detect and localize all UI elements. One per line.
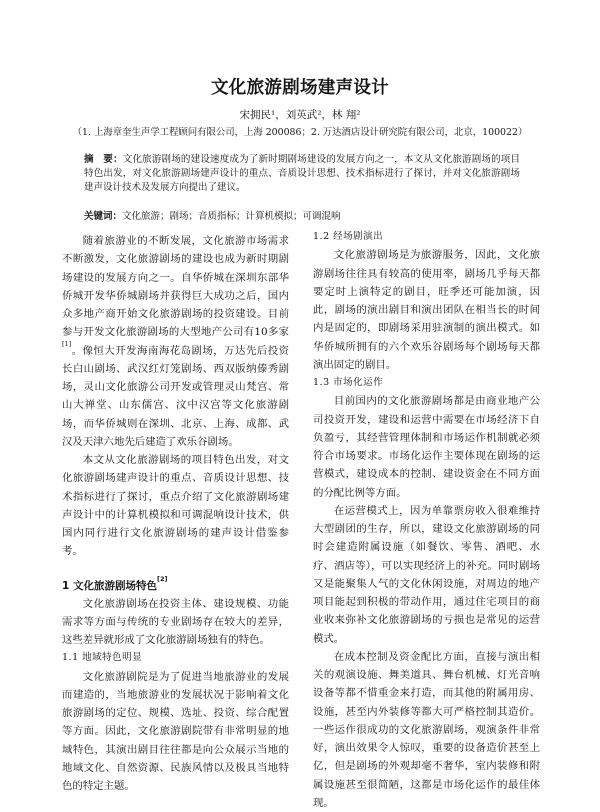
subsection-1-3-paragraph-1: 目前国内的文化旅游剧场都是由商业地产公司投资开发，建设和运营中需要在市场经济下自负盈亏，其经营管理体制和市场运作机制就必须符合市场要求。市场化运作主要体现在剧场的运营模式，建设成本的控制、建设资金在不同方面的分配比例等方面。: [313, 395, 540, 499]
author-list: 宋拥民¹，刘英武²，林 翔²: [239, 109, 361, 121]
left-column: [62, 232, 289, 795]
intro-paragraph-1: [62, 232, 289, 451]
abstract: [84, 153, 520, 195]
intro-paragraph-2: 本文从文化旅游剧场的项目特色出发，对文化旅游剧场建声设计的重点、音质设计思想、技术指标进行了探讨，重点介绍了文化旅游剧场建声设计中的计算机模拟和可调混响设计技术，供国内同行进行文化旅游剧场的建声设计借鉴参考。: [62, 454, 289, 558]
section-heading-1: [62, 574, 289, 595]
subsection-heading-1-1: 1.1 地域特色明显: [62, 652, 143, 664]
right-column: [313, 232, 540, 812]
subsection-1-2-paragraph: 文化旅游剧场是为旅游服务，因此，文化旅游剧场往往具有较高的使用率，剧场几乎每天都要定时上演特定的剧目，旺季还可能加演，因此，剧场的演出剧目和演出团队在相当长的时间内是固定的，即剧场采用驻演制的演出模式。如华侨城所拥有的六个欢乐谷剧场每个剧场每天都演出固定的剧目。: [313, 249, 540, 371]
subsection-1-3-paragraph-3: 在成本控制及资金配比方面，直接与演出相关的观演设施、舞美道具、舞台机械、灯光音响设备等都不惜重金来打造，而其他的附属用房、设施，甚至内外装修等都大可严格控制其造价。一些运作很成功的文化旅游剧场，观演条件非常好，演出效果令人惊叹，重要的设备造价甚至上亿，但是剧场的外观却毫不奢华，室内装修和附属设施甚至很简陋，这都是市场化运作的最佳体现。: [313, 650, 540, 809]
section-heading-1-text: 1 文化旅游剧场特色: [62, 579, 157, 592]
intro-paragraph-1-rest: 。像恒大开发海南海花岛剧场，万达先后投资长白山剧场、武汉红灯笼剧场、西双版纳傣秀剧场，灵山文化旅游公司开发或管理灵山梵宫、常山大禅堂、山东儒宫、汶中汉宫等文化旅游剧场，而华侨城则在深圳、北京、上海、成都、武汉及天津六地先后建造了欢乐谷剧场。: [62, 344, 289, 448]
section-1-paragraph: 文化旅游剧场在投资主体、建设规模、功能需求等方面与传统的专业剧场存在较大的差异，这些差异就形成了文化旅游剧场独有的特色。: [62, 597, 289, 646]
abstract-text: 文化旅游剧场的建设速度成为了新时期剧场建设的发展方向之一，本文从文化旅游剧场的项目特色出发，对文化旅游剧场建声设计的重点、音质设计思想、技术指标进行了探讨，并对文化旅游剧场建声设计技术及发展方向提出了建议。: [84, 154, 520, 193]
subsection-1-1-paragraph: 文化旅游剧院是为了促进当地旅游业的发展而建造的，当地旅游业的发展状况于影响着文化旅游剧场的定位、规模、选址、投资、综合配置等方面。因此，文化旅游剧院带有非常明显的地域特色，其演出剧目往往都是向公众展示当地的地域文化、自然资源、民族风情以及极具当地特色的特定主题。: [62, 670, 289, 792]
subsection-1-3-paragraph-2: 在运营模式上，因为单靠票房收入很难维持大型剧团的生存，所以，建设文化旅游剧场的同时会建造附属设施（如餐饮、零售、酒吧、水疗、酒店等），可以实现经济上的补充。同时剧场又是能聚集人气的文化休闲设施，对周边的地产项目能起到积极的带动作用，通过住宅项目的商业收来弥补文化旅游剧场的亏损也是常见的运营模式。: [313, 504, 540, 645]
keywords: [84, 210, 520, 224]
subsection-heading-1-2: 1.2 经场剧演出: [313, 231, 384, 242]
subsection-heading-1-3: 1.3 市场化运作: [313, 377, 384, 388]
keywords-text: 文化旅游；剧场；音质指标；计算机模拟；可调混响: [122, 211, 341, 222]
citation-1: [1]: [62, 339, 72, 348]
keywords-label: 关键词：: [84, 211, 123, 222]
author-affiliation: （1. 上海章奎生声学工程顾问有限公司，上海 200086；2. 万达酒店设计研究院有限公司，北京，100022）: [72, 127, 528, 138]
intro-paragraph-1-text: 随着旅游业的不断发展，文化旅游市场需求不断激发，文化旅游剧场的建设也成为新时期剧场建设的发展方向之一。自华侨城在深圳东部华侨城开发华侨城剧场并获得巨大成功之后，国内众多地产商开始文化旅游剧场的投资建设。目前参与开发文化旅游剧场的大型地产公司有10多家: [62, 235, 289, 339]
citation-2: [2]: [156, 574, 168, 583]
paper-title: 文化旅游剧场建声设计: [211, 78, 389, 98]
abstract-label: 摘 要：: [84, 154, 123, 165]
